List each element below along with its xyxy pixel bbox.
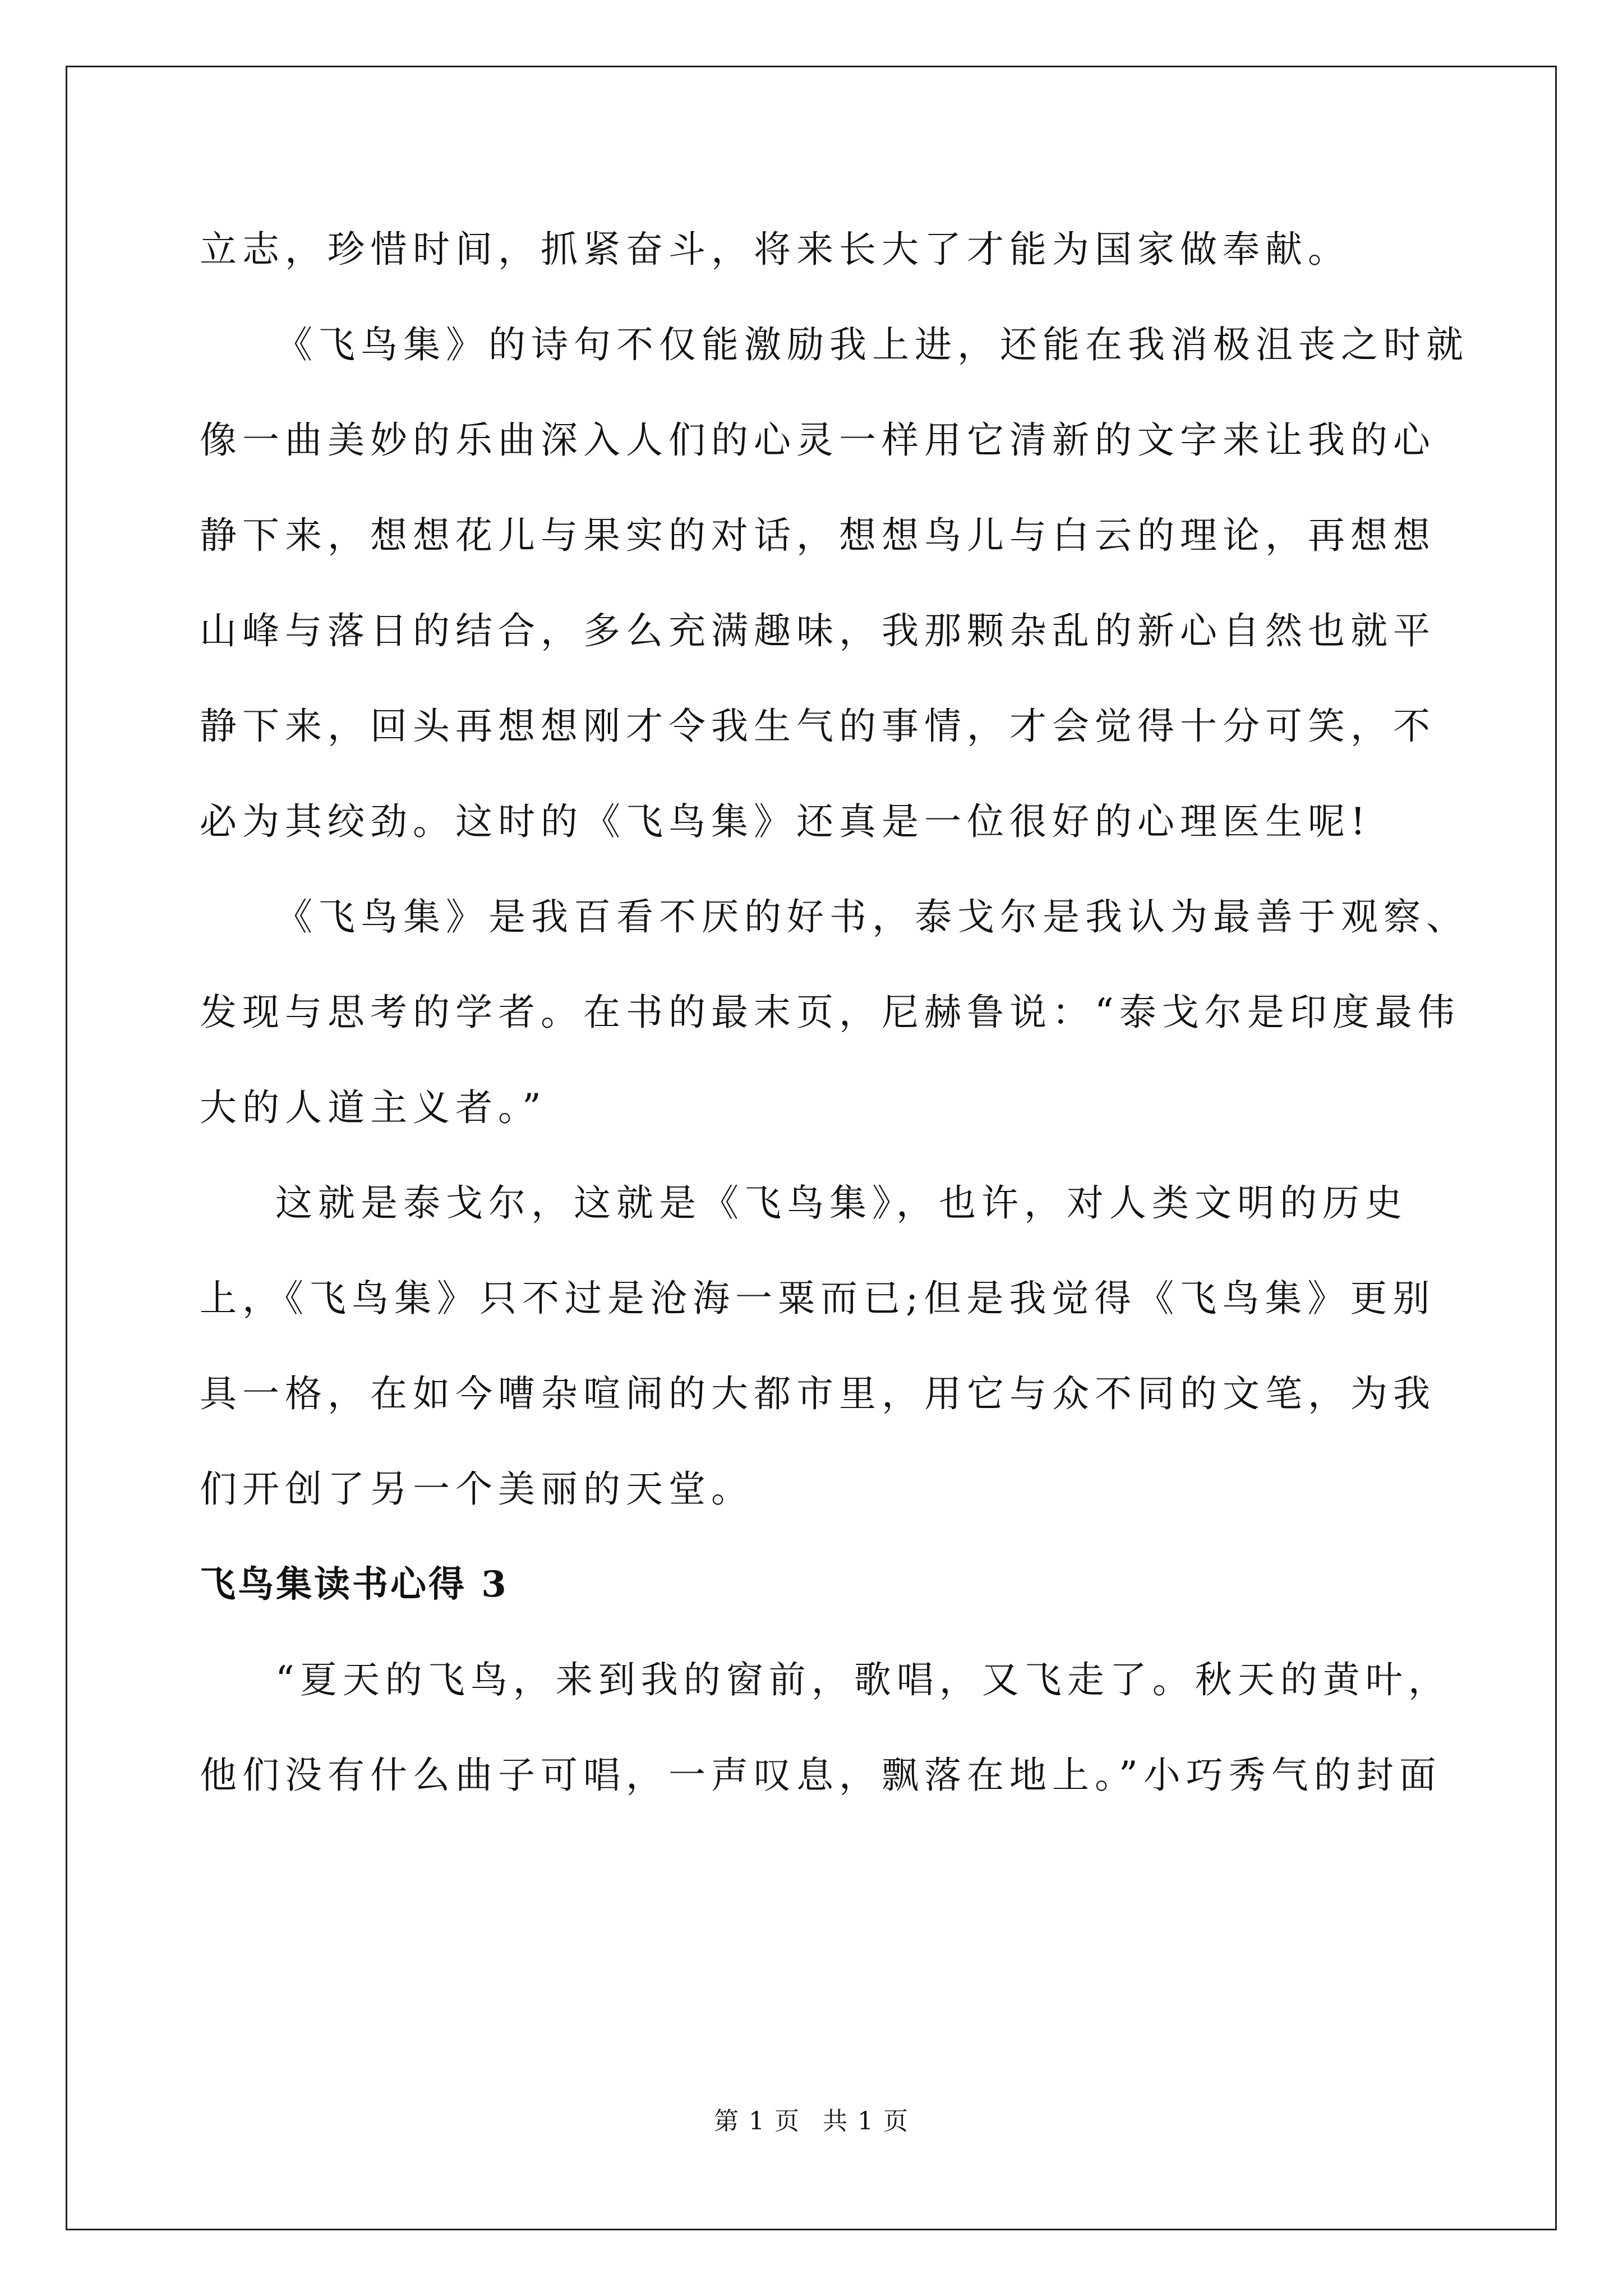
paragraph-4: 这就是泰戈尔，这就是《飞鸟集》，也许，对人类文明的历史上，《飞鸟集》只不过是沧海一粟而已;但是我觉得《飞鸟集》更别具一格，在如今嘈杂喧闹的大都市里，用它与众不同的文笔，为我们开创了另一个美丽的天堂。 [200,1181,1436,1511]
section-heading: 飞鸟集读书心得 3 [200,1563,509,1605]
paragraph-3: 《飞鸟集》是我百看不厌的好书，泰戈尔是我认为最善于观察、发现与思考的学者。在书的最末页，尼赫鲁说：“泰戈尔是印度最伟大的人道主义者。” [200,895,1469,1129]
paragraph-2: 《飞鸟集》的诗句不仅能激励我上进，还能在我消极沮丧之时就像一曲美妙的乐曲深入人们的心灵一样用它清新的文字来让我的心静下来，想想花儿与果实的对话，想想鸟儿与白云的理论，再想想山峰与落日的结合，多么充满趣味，我那颗杂乱的新心自然也就平静下来，回头再想想刚才令我生气的事情，才会觉得十分可笑，不必为其绞劲。这时的《飞鸟集》还真是一位很好的心理医生呢! [200,323,1469,843]
paragraph-5: “夏天的飞鸟，来到我的窗前，歌唱，又飞走了。秋天的黄叶，他们没有什么曲子可唱，一声叹息，飘落在地上。”小巧秀气的封面 [200,1658,1451,1797]
paragraph-1: 立志，珍惜时间，抓紧奋斗，将来长大了才能为国家做奉献。 [200,228,1350,271]
page-number: 第 1 页 [714,2107,800,2136]
page-footer [0,2101,1623,2137]
document-body [200,202,1473,1823]
page-total: 共 1 页 [823,2107,909,2136]
